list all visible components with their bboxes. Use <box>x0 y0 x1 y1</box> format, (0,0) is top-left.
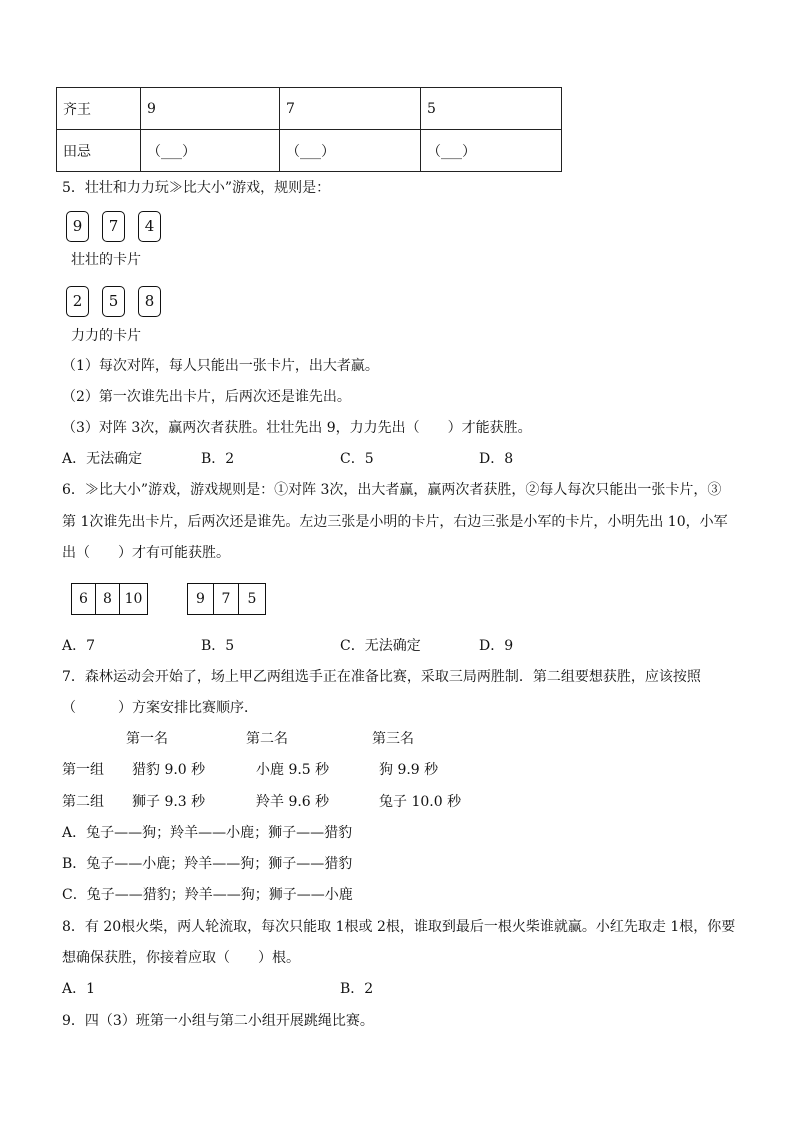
group-2-second: 羚羊 9.6 秒 <box>256 794 330 810</box>
group-2-first: 狮子 9.3 秒 <box>132 794 206 810</box>
group-1-second: 小鹿 9.5 秒 <box>256 762 330 778</box>
table-cell: 9 <box>141 88 280 130</box>
option-d[interactable]: D．8 <box>479 451 514 467</box>
option-b[interactable]: B．5 <box>201 638 235 654</box>
header-third: 第三名 <box>372 731 414 747</box>
header-first: 第一名 <box>126 731 168 747</box>
card: 7 <box>214 584 239 614</box>
xiaoming-cards <box>71 583 148 615</box>
table-cell: 7 <box>280 88 421 130</box>
card: 7 <box>102 211 125 242</box>
group-1-third: 狗 9.9 秒 <box>379 762 439 778</box>
q7-line-2: （ ）方案安排比赛顺序． <box>62 700 258 716</box>
group-2-label: 第二组 <box>62 794 104 810</box>
option-c[interactable]: C．兔子——猎豹；羚羊——狗；狮子——小鹿 <box>62 887 353 903</box>
card: 5 <box>247 591 257 607</box>
matchup-table <box>56 87 562 172</box>
option-b[interactable]: B．2 <box>201 451 235 467</box>
group-1-label: 第一组 <box>62 762 104 778</box>
q5-stem: 5．壮壮和力力玩≫比大小”游戏，规则是： <box>62 180 331 196</box>
rule-1: （1）每次对阵，每人只能出一张卡片，出大者赢。 <box>62 358 379 374</box>
option-c[interactable]: C．5 <box>340 451 374 467</box>
group-1-first: 猎豹 9.0 秒 <box>132 762 206 778</box>
xiaojun-cards <box>187 583 266 615</box>
cards-a-label: 壮壮的卡片 <box>71 252 141 268</box>
q6-line-3: 出（ ）才有可能获胜。 <box>62 545 230 561</box>
table-row <box>57 130 562 172</box>
row-label: 田忌 <box>57 130 141 172</box>
q6-line-2: 第 1次谁先出卡片，后两次还是谁先。左边三张是小明的卡片，右边三张是小军的卡片，小明先出 10，小军 <box>62 514 728 530</box>
q9-stem: 9．四（3）班第一小组与第二小组开展跳绳比赛。 <box>62 1013 374 1029</box>
card: 9 <box>66 211 89 242</box>
option-a[interactable]: A．1 <box>62 981 96 997</box>
table-cell: （___） <box>141 130 280 172</box>
option-a[interactable]: A．无法确定 <box>62 451 143 467</box>
q8-line-2: 想确保获胜，你接着应取（ ）根。 <box>62 950 300 966</box>
rule-2: （2）第一次谁先出卡片，后两次还是谁先出。 <box>62 389 351 405</box>
option-a[interactable]: A．兔子——狗；羚羊——小鹿；狮子——猎豹 <box>62 825 353 841</box>
table-cell: 5 <box>421 88 562 130</box>
card: 8 <box>138 286 161 317</box>
header-second: 第二名 <box>246 731 288 747</box>
cards-b-label: 力力的卡片 <box>71 328 141 344</box>
card: 2 <box>66 286 89 317</box>
group-2-third: 兔子 10.0 秒 <box>379 794 462 810</box>
option-a[interactable]: A．7 <box>62 638 96 654</box>
row-label: 齐王 <box>57 88 141 130</box>
table-row <box>57 88 562 130</box>
option-d[interactable]: D．9 <box>479 638 514 654</box>
option-c[interactable]: C．无法确定 <box>340 638 421 654</box>
card: 8 <box>96 584 120 614</box>
card: 6 <box>72 584 96 614</box>
table-cell: （___） <box>280 130 421 172</box>
q7-line-1: 7．森林运动会开始了，场上甲乙两组选手正在准备比赛，采取三局两胜制．第二组要想获胜，应该按照 <box>62 669 701 685</box>
option-b[interactable]: B．兔子——小鹿；羚羊——狗；狮子——猎豹 <box>62 856 353 872</box>
card: 4 <box>138 211 161 242</box>
q6-line-1: 6．≫比大小”游戏，游戏规则是：①对阵 3次，出大者赢，赢两次者获胜，②每人每次只能出一张卡片，③ <box>62 482 722 498</box>
option-b[interactable]: B．2 <box>340 981 374 997</box>
card: 9 <box>188 584 214 614</box>
card: 5 <box>102 286 125 317</box>
rule-3: （3）对阵 3次，赢两次者获胜。壮壮先出 9，力力先出（ ）才能获胜。 <box>62 420 532 436</box>
table-cell: （___） <box>421 130 562 172</box>
q8-line-1: 8．有 20根火柴，两人轮流取，每次只能取 1根或 2根，谁取到最后一根火柴谁就赢。小红先取走 1根，你要 <box>62 919 736 935</box>
card: 10 <box>124 591 143 607</box>
